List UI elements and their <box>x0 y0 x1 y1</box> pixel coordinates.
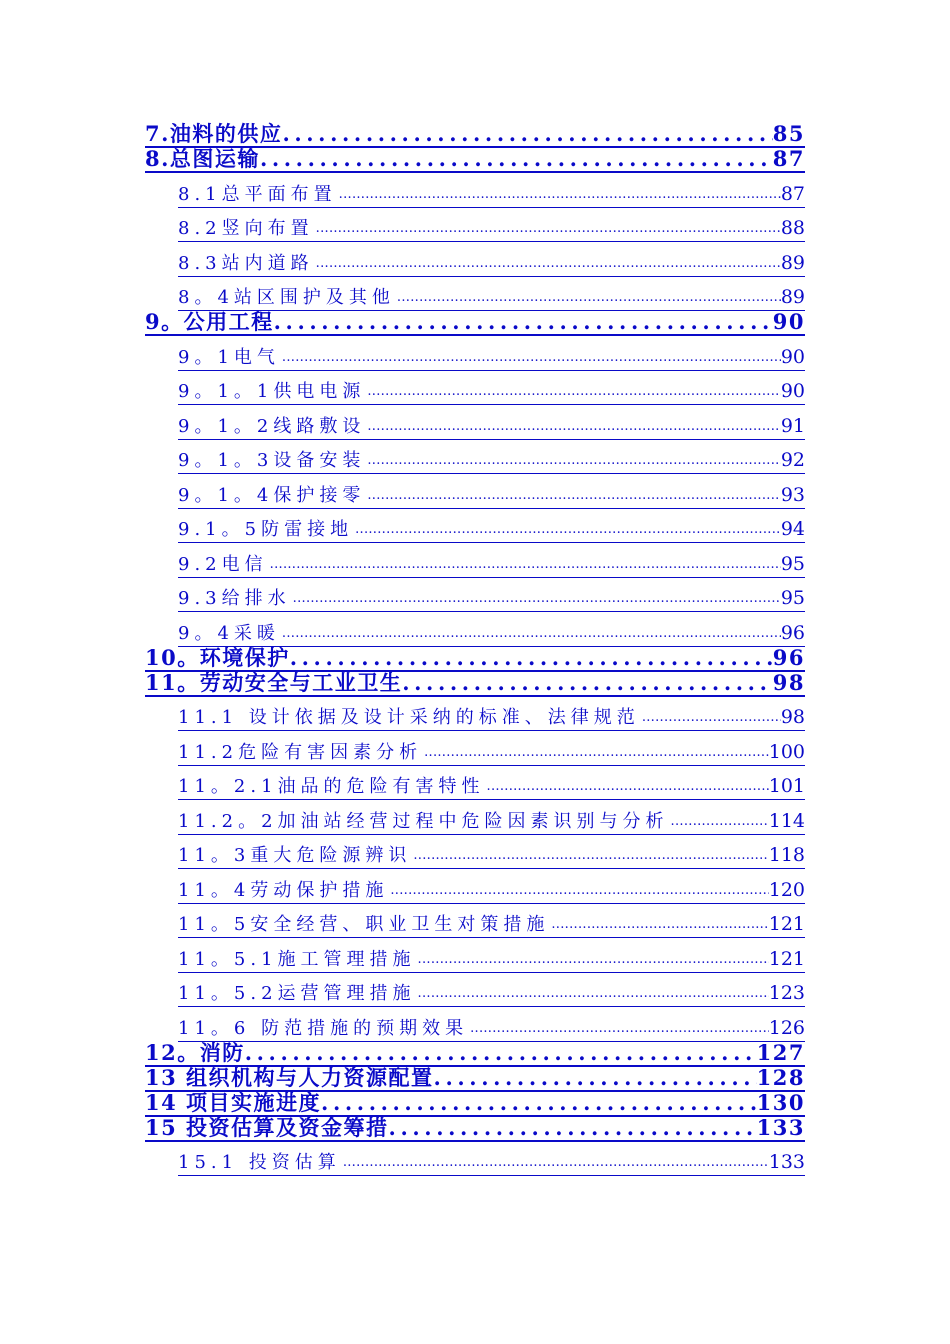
toc-entry-page-number: 90 <box>781 345 805 371</box>
toc-section-link[interactable] <box>145 766 805 801</box>
toc-entry-page-number: 120 <box>769 878 805 904</box>
toc-entry-page-number: 96 <box>781 621 805 647</box>
toc-section-link[interactable] <box>145 869 805 904</box>
dot-leader <box>424 740 769 766</box>
toc-entry-title: 13 组织机构与人力资源配置 <box>145 1064 434 1090</box>
toc-entry-page-number: 85 <box>772 121 805 146</box>
dot-leader <box>282 345 781 371</box>
toc-entry-title: 11。4劳动保护措施 <box>178 878 390 904</box>
toc-entry-title: 11。5安全经营、职业卫生对策措施 <box>178 912 551 938</box>
toc-entry-title: 8.1总平面布置 <box>178 182 339 208</box>
toc-entry-title: 11。6 防范措施的预期效果 <box>178 1016 470 1042</box>
toc-section-link[interactable] <box>145 904 805 939</box>
toc-entry-title: 11。3重大危险源辨识 <box>178 843 413 869</box>
toc-section-link[interactable] <box>145 336 805 371</box>
dot-leader <box>316 251 781 277</box>
toc-section-link[interactable] <box>145 578 805 613</box>
toc-entry-page-number: 121 <box>769 912 805 938</box>
dot-leader <box>487 774 769 800</box>
dot-leader <box>397 285 781 311</box>
toc-chapter-link[interactable] <box>145 669 805 697</box>
dot-leader <box>290 645 773 670</box>
toc-entry-page-number: 133 <box>756 1114 805 1140</box>
toc-entry-page-number: 87 <box>772 146 805 171</box>
toc-section-link[interactable] <box>145 1007 805 1042</box>
toc-entry-title: 14 项目实施进度 <box>145 1089 322 1115</box>
toc-section-link[interactable] <box>145 208 805 243</box>
toc-entry-title: 9。1。2线路敷设 <box>178 414 367 440</box>
toc-section-link[interactable] <box>145 405 805 440</box>
toc-section-link[interactable] <box>145 440 805 475</box>
toc-entry-page-number: 88 <box>781 216 805 242</box>
toc-entry-page-number: 118 <box>769 843 805 869</box>
toc-entry-page-number: 101 <box>769 774 805 800</box>
toc-section-link[interactable] <box>145 731 805 766</box>
table-of-contents <box>145 123 805 1176</box>
toc-section-link[interactable] <box>145 938 805 973</box>
toc-section-link[interactable] <box>145 543 805 578</box>
toc-section-link[interactable] <box>145 697 805 732</box>
dot-leader <box>270 552 781 578</box>
toc-entry-title: 9。4采暖 <box>178 621 282 647</box>
dot-leader <box>367 483 780 509</box>
toc-entry-page-number: 91 <box>781 414 805 440</box>
toc-chapter-link[interactable] <box>145 1089 805 1117</box>
dot-leader <box>418 981 769 1007</box>
toc-chapter-link[interactable] <box>145 148 805 173</box>
toc-entry-title: 9。1。1供电电源 <box>178 379 367 405</box>
toc-section-link[interactable] <box>145 973 805 1008</box>
toc-entry-page-number: 126 <box>769 1016 805 1042</box>
dot-leader <box>413 843 768 869</box>
toc-section-link[interactable] <box>145 277 805 312</box>
dot-leader <box>367 379 780 405</box>
toc-entry-page-number: 130 <box>756 1089 805 1115</box>
toc-entry-title: 15.1 投资估算 <box>178 1150 343 1176</box>
toc-section-link[interactable] <box>145 173 805 208</box>
toc-section-link[interactable] <box>145 371 805 406</box>
dot-leader <box>390 878 768 904</box>
toc-entry-title: 10。环境保护 <box>145 644 290 670</box>
toc-entry-title: 9。1。4保护接零 <box>178 483 367 509</box>
toc-entry-title: 8。4站区围护及其他 <box>178 285 397 311</box>
toc-entry-title: 11。5.1施工管理措施 <box>178 947 418 973</box>
toc-chapter-link[interactable] <box>145 1114 805 1142</box>
toc-section-link[interactable] <box>145 1142 805 1177</box>
toc-chapter-link[interactable] <box>145 123 805 148</box>
toc-entry-title: 11。劳动安全与工业卫生 <box>145 669 403 695</box>
dot-leader <box>245 1040 757 1065</box>
dot-leader <box>321 1090 757 1115</box>
dot-leader <box>642 705 781 731</box>
toc-entry-page-number: 89 <box>781 285 805 311</box>
dot-leader <box>367 448 780 474</box>
toc-chapter-link[interactable] <box>145 311 805 336</box>
dot-leader <box>551 912 768 938</box>
dot-leader <box>282 121 772 146</box>
toc-entry-title: 8.总图运输 <box>145 146 260 171</box>
toc-entry-title: 11.2危险有害因素分析 <box>178 740 424 766</box>
toc-entry-page-number: 123 <box>769 981 805 1007</box>
toc-entry-title: 9。公用工程 <box>145 309 274 334</box>
toc-entry-page-number: 89 <box>781 251 805 277</box>
toc-section-link[interactable] <box>145 474 805 509</box>
dot-leader <box>418 947 769 973</box>
dot-leader <box>671 809 769 835</box>
toc-section-link[interactable] <box>145 835 805 870</box>
dot-leader <box>389 1115 757 1140</box>
toc-entry-page-number: 87 <box>781 182 805 208</box>
dot-leader <box>367 414 780 440</box>
toc-section-link[interactable] <box>145 612 805 647</box>
toc-entry-page-number: 127 <box>756 1039 805 1065</box>
toc-entry-title: 8.3站内道路 <box>178 251 316 277</box>
dot-leader <box>434 1065 757 1090</box>
toc-entry-title: 12。消防 <box>145 1039 245 1065</box>
dot-leader <box>339 182 781 208</box>
dot-leader <box>316 216 781 242</box>
toc-entry-page-number: 94 <box>781 517 805 543</box>
toc-entry-page-number: 95 <box>781 552 805 578</box>
toc-chapter-link[interactable] <box>145 1039 805 1067</box>
toc-entry-title: 8.2竖向布置 <box>178 216 316 242</box>
toc-chapter-link[interactable] <box>145 1064 805 1092</box>
toc-entry-page-number: 92 <box>781 448 805 474</box>
toc-entry-title: 11。5.2运营管理措施 <box>178 981 418 1007</box>
toc-entry-title: 9.1。5防雷接地 <box>178 517 355 543</box>
toc-entry-title: 9。1电气 <box>178 345 282 371</box>
dot-leader <box>274 309 773 334</box>
dot-leader <box>355 517 781 543</box>
toc-entry-page-number: 90 <box>781 379 805 405</box>
toc-entry-page-number: 95 <box>781 586 805 612</box>
toc-entry-page-number: 93 <box>781 483 805 509</box>
toc-entry-page-number: 98 <box>781 705 805 731</box>
toc-entry-title: 9。1。3设备安装 <box>178 448 367 474</box>
toc-entry-page-number: 96 <box>772 644 805 670</box>
toc-chapter-link[interactable] <box>145 644 805 672</box>
toc-entry-page-number: 133 <box>769 1150 805 1176</box>
toc-entry-page-number: 90 <box>772 309 805 334</box>
toc-entry-page-number: 100 <box>769 740 805 766</box>
toc-entry-page-number: 98 <box>772 669 805 695</box>
toc-section-link[interactable] <box>145 242 805 277</box>
dot-leader <box>343 1150 769 1176</box>
toc-entry-title: 9.2电信 <box>178 552 270 578</box>
toc-entry-page-number: 128 <box>756 1064 805 1090</box>
toc-section-link[interactable] <box>145 509 805 544</box>
dot-leader <box>282 621 781 647</box>
toc-entry-title: 11.2。2加油站经营过程中危险因素识别与分析 <box>178 809 671 835</box>
toc-entry-page-number: 114 <box>769 809 805 835</box>
toc-entry-title: 7.油料的供应 <box>145 121 283 146</box>
toc-entry-title: 15 投资估算及资金筹措 <box>145 1114 389 1140</box>
toc-section-link[interactable] <box>145 800 805 835</box>
toc-entry-page-number: 121 <box>769 947 805 973</box>
dot-leader <box>260 146 773 171</box>
toc-entry-title: 11.1 设计依据及设计采纳的标准、法律规范 <box>178 705 642 731</box>
toc-entry-title: 11。2.1油品的危险有害特性 <box>178 774 487 800</box>
dot-leader <box>470 1016 769 1042</box>
dot-leader <box>293 586 781 612</box>
toc-entry-title: 9.3给排水 <box>178 586 293 612</box>
dot-leader <box>402 670 773 695</box>
